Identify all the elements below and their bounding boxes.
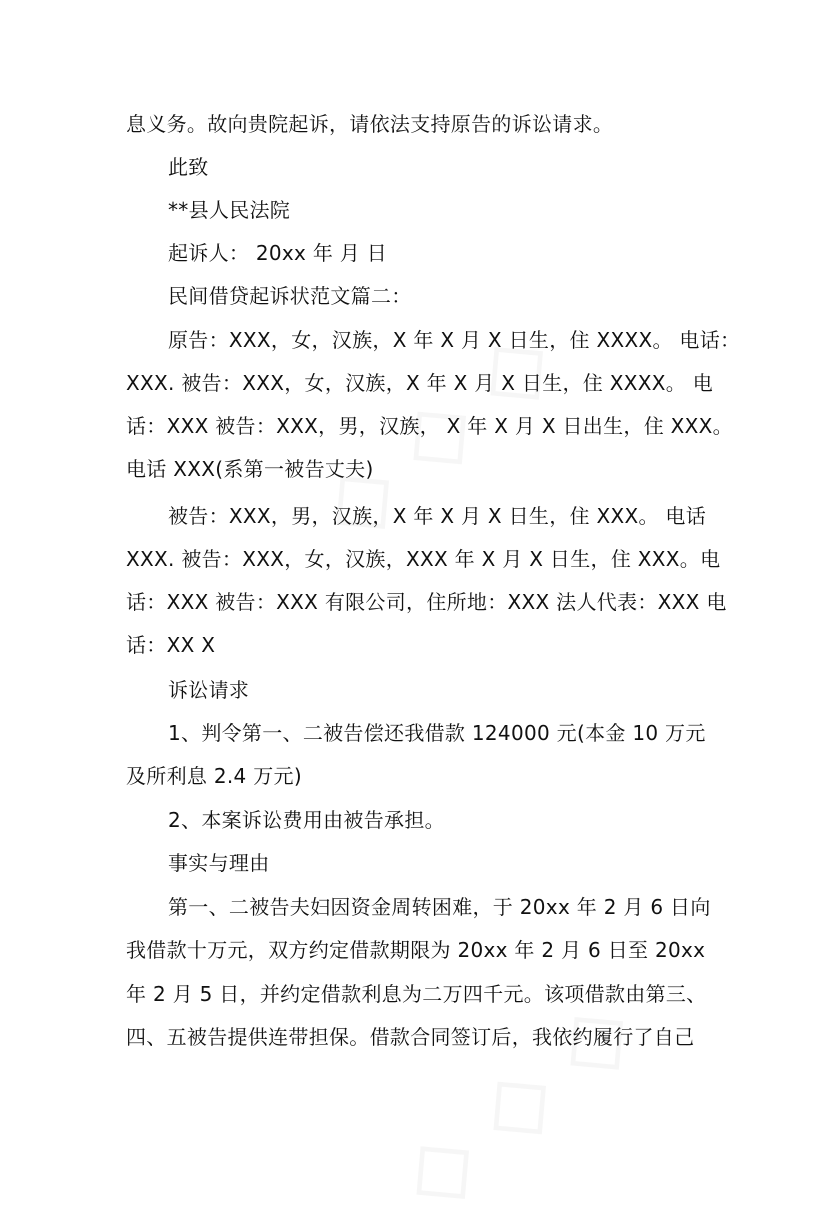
body-text-line: 年 2 月 5 日，并约定借款利息为二万四千元。该项借款由第三、 [126, 982, 707, 1006]
claim-item-continued: 及所利息 2.4 万元) [126, 764, 302, 788]
court-name: **县人民法院 [168, 198, 291, 222]
body-text-line: 话：XX X [126, 633, 216, 657]
plaintiff-signature-date: 起诉人： 20xx 年 月 日 [168, 241, 388, 265]
body-text-line: 第一、二被告夫妇因资金周转困难，于 20xx 年 2 月 6 日向 [168, 895, 711, 919]
body-text-line: 被告：XXX，男，汉族，X 年 X 月 X 日生，住 XXX。 电话 [168, 504, 707, 528]
body-text-line: 四、五被告提供连带担保。借款合同签订后，我依约履行了自己 [126, 1025, 695, 1049]
section-heading: 诉讼请求 [168, 678, 250, 702]
body-text-line: 我借款十万元，双方约定借款期限为 20xx 年 2 月 6 日至 20xx [126, 938, 706, 962]
section-heading: 事实与理由 [168, 851, 270, 875]
body-text-line: XXX. 被告：XXX，女，汉族，XXX 年 X 月 X 日生，住 XXX。电 [126, 547, 721, 571]
section-heading: 民间借贷起诉状范文篇二： [168, 284, 412, 308]
claim-item: 2、本案诉讼费用由被告承担。 [168, 808, 445, 832]
body-text-line: 原告：XXX，女，汉族，X 年 X 月 X 日生，住 XXXX。 电话： [168, 328, 741, 352]
body-text-line: XXX. 被告：XXX，女，汉族，X 年 X 月 X 日生，住 XXXX。 电 [126, 371, 714, 395]
closing-salutation: 此致 [168, 155, 209, 179]
claim-item: 1、判令第一、二被告偿还我借款 124000 元(本金 10 万元 [168, 721, 706, 745]
body-text-line: 息义务。故向贵院起诉，请依法支持原告的诉讼请求。 [126, 112, 614, 136]
body-text-line: 话：XXX 被告：XXX，男，汉族， X 年 X 月 X 日出生，住 XXX。 [126, 414, 733, 438]
watermark [378, 975, 653, 1229]
body-text-line: 话：XXX 被告：XXX 有限公司，住所地：XXX 法人代表：XXX 电 [126, 590, 727, 614]
body-text-line: 电话 XXX(系第一被告丈夫) [126, 457, 374, 481]
